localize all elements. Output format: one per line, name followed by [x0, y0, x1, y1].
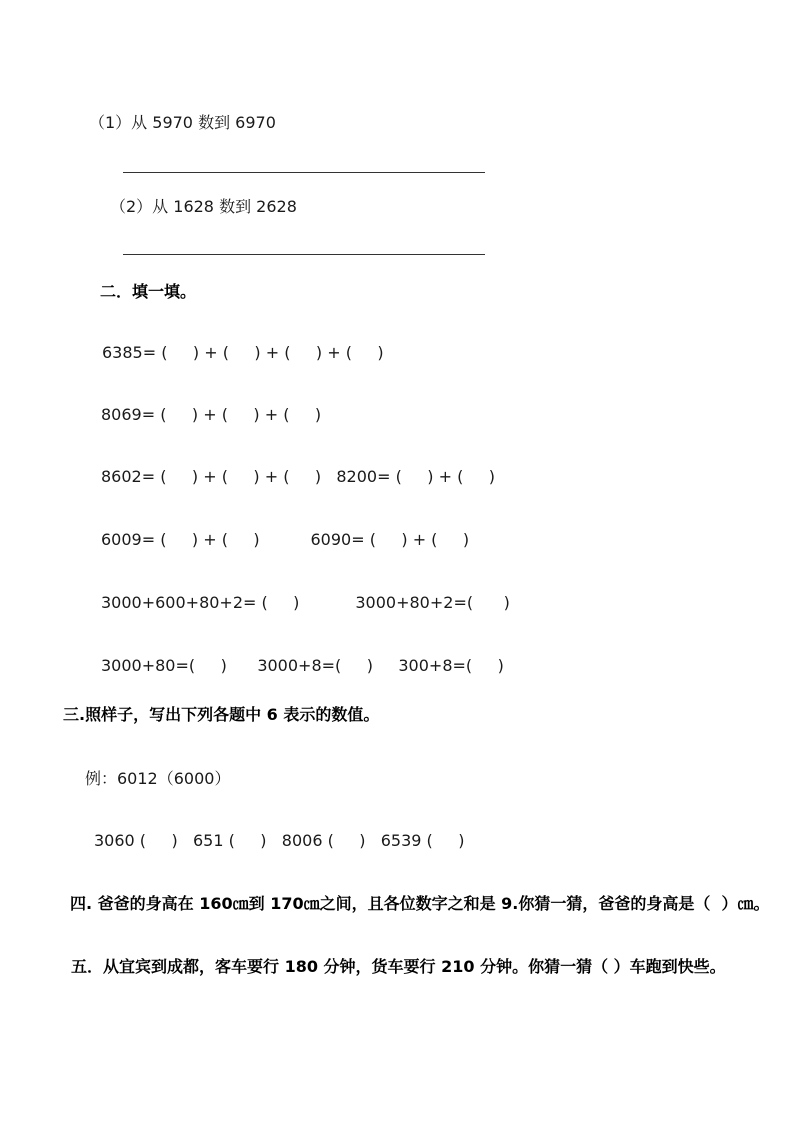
section-3-problems: 3060 ( ) 651 ( ) 8006 ( ) 6539 ( ): [94, 831, 465, 850]
section-3-heading: 三.照样子，写出下列各题中 6 表示的数值。: [63, 705, 380, 724]
counting-item-2: （2）从 1628 数到 2628: [110, 197, 297, 216]
counting-item-1: （1）从 5970 数到 6970: [89, 113, 276, 132]
answer-blank-line-1: [123, 172, 485, 173]
answer-blank-line-2: [123, 254, 485, 255]
question-4-text: 四. 爸爸的身高在 160㎝到 170㎝之间，且各位数字之和是 9.你猜一猜，爸爸的身高是（ ）㎝。: [70, 894, 770, 913]
section-2-heading: 二．填一填。: [100, 282, 197, 301]
fill-in-equation-1: 6385= ( ) + ( ) + ( ) + ( ): [102, 343, 384, 362]
fill-in-equation-3: 8602= ( ) + ( ) + ( ) 8200= ( ) + ( ): [101, 467, 495, 486]
fill-in-equation-2: 8069= ( ) + ( ) + ( ): [101, 405, 322, 424]
fill-in-equation-4: 6009= ( ) + ( ) 6090= ( ) + ( ): [101, 530, 470, 549]
section-3-example: 例：6012（6000）: [85, 769, 231, 788]
fill-in-equation-5: 3000+600+80+2= ( ) 3000+80+2=( ): [101, 593, 510, 612]
question-5-text: 五．从宜宾到成都，客车要行 180 分钟，货车要行 210 分钟。你猜一猜（ ）车跑到快些。: [71, 957, 726, 976]
fill-in-equation-6: 3000+80=( ) 3000+8=( ) 300+8=( ): [101, 656, 504, 675]
